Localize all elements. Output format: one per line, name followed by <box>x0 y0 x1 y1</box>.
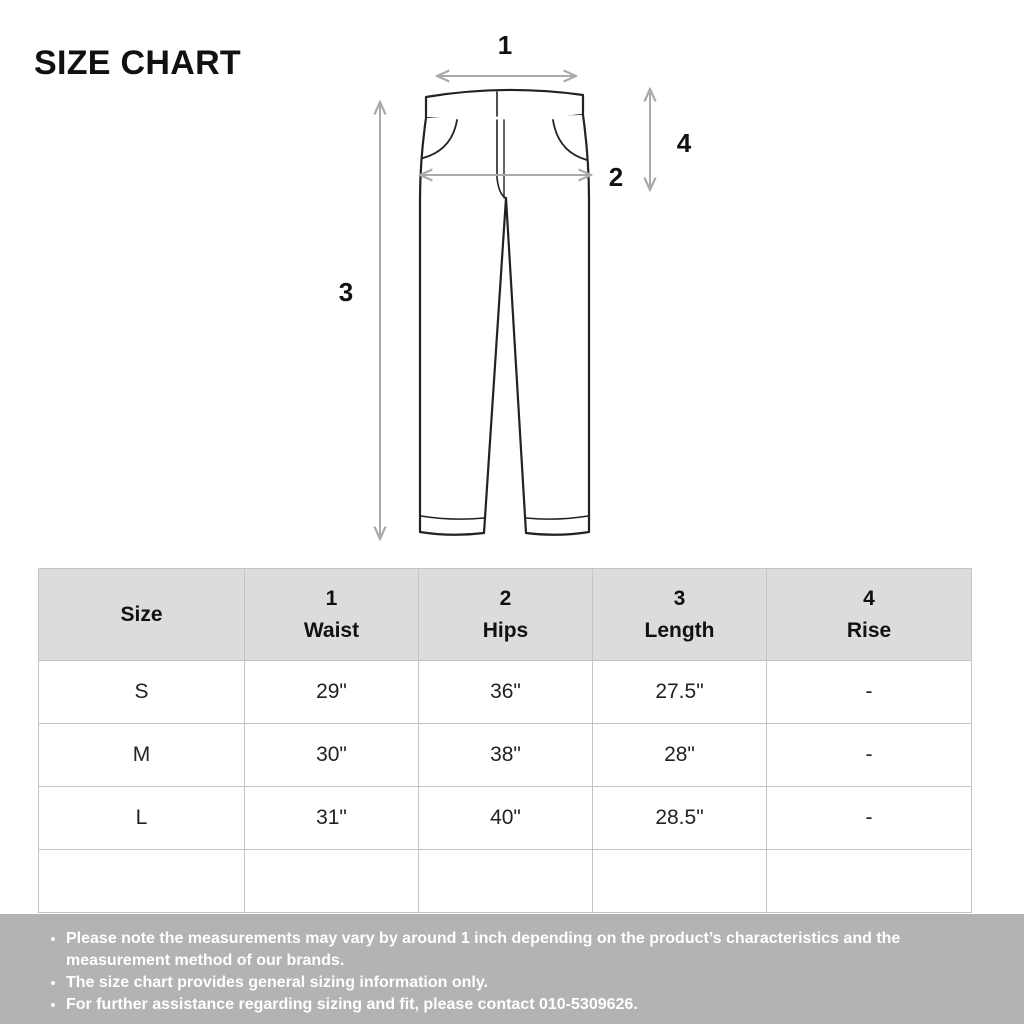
hips-cell: 38" <box>419 724 593 787</box>
note-item: • For further assistance regarding sizing and fit, please contact 010-5309626. <box>66 994 984 1016</box>
rise-cell: - <box>767 724 972 787</box>
length-cell: 28" <box>593 724 767 787</box>
size-cell: M <box>39 724 245 787</box>
waist-cell: 29" <box>245 661 419 724</box>
length-cell: 28.5" <box>593 787 767 850</box>
waist-cell <box>245 850 419 913</box>
page-title: SIZE CHART <box>34 44 241 82</box>
rise-cell: - <box>767 661 972 724</box>
hips-cell: 36" <box>419 661 593 724</box>
table-row <box>39 787 972 850</box>
notes-panel <box>0 914 1024 1024</box>
waist-label: 1 <box>497 30 513 60</box>
header-size: Size <box>39 569 245 661</box>
rise-cell: - <box>767 787 972 850</box>
header-rise: 4 Rise <box>767 569 972 661</box>
waist-cell: 31" <box>245 787 419 850</box>
hips-cell <box>419 850 593 913</box>
note-item: • The size chart provides general sizing information only. <box>66 972 984 994</box>
size-table <box>38 568 972 913</box>
length-cell <box>593 850 767 913</box>
table-row <box>39 724 972 787</box>
length-cell: 27.5" <box>593 661 767 724</box>
hips-label: 2 <box>608 162 624 192</box>
size-cell: S <box>39 661 245 724</box>
table-header-row <box>39 569 972 661</box>
header-hips: 2 Hips <box>419 569 593 661</box>
size-cell <box>39 850 245 913</box>
length-label: 3 <box>338 277 354 307</box>
pants-illustration <box>420 90 589 535</box>
header-waist: 1 Waist <box>245 569 419 661</box>
rise-label: 4 <box>676 128 692 158</box>
table-row <box>39 850 972 913</box>
notes-list <box>0 914 1024 1016</box>
size-cell: L <box>39 787 245 850</box>
waist-cell: 30" <box>245 724 419 787</box>
table-row <box>39 661 972 724</box>
hips-cell: 40" <box>419 787 593 850</box>
header-length: 3 Length <box>593 569 767 661</box>
note-item: • Please note the measurements may vary by around 1 inch depending on the product’s characteristics and the measurement method of our brands. <box>66 928 984 972</box>
rise-cell <box>767 850 972 913</box>
